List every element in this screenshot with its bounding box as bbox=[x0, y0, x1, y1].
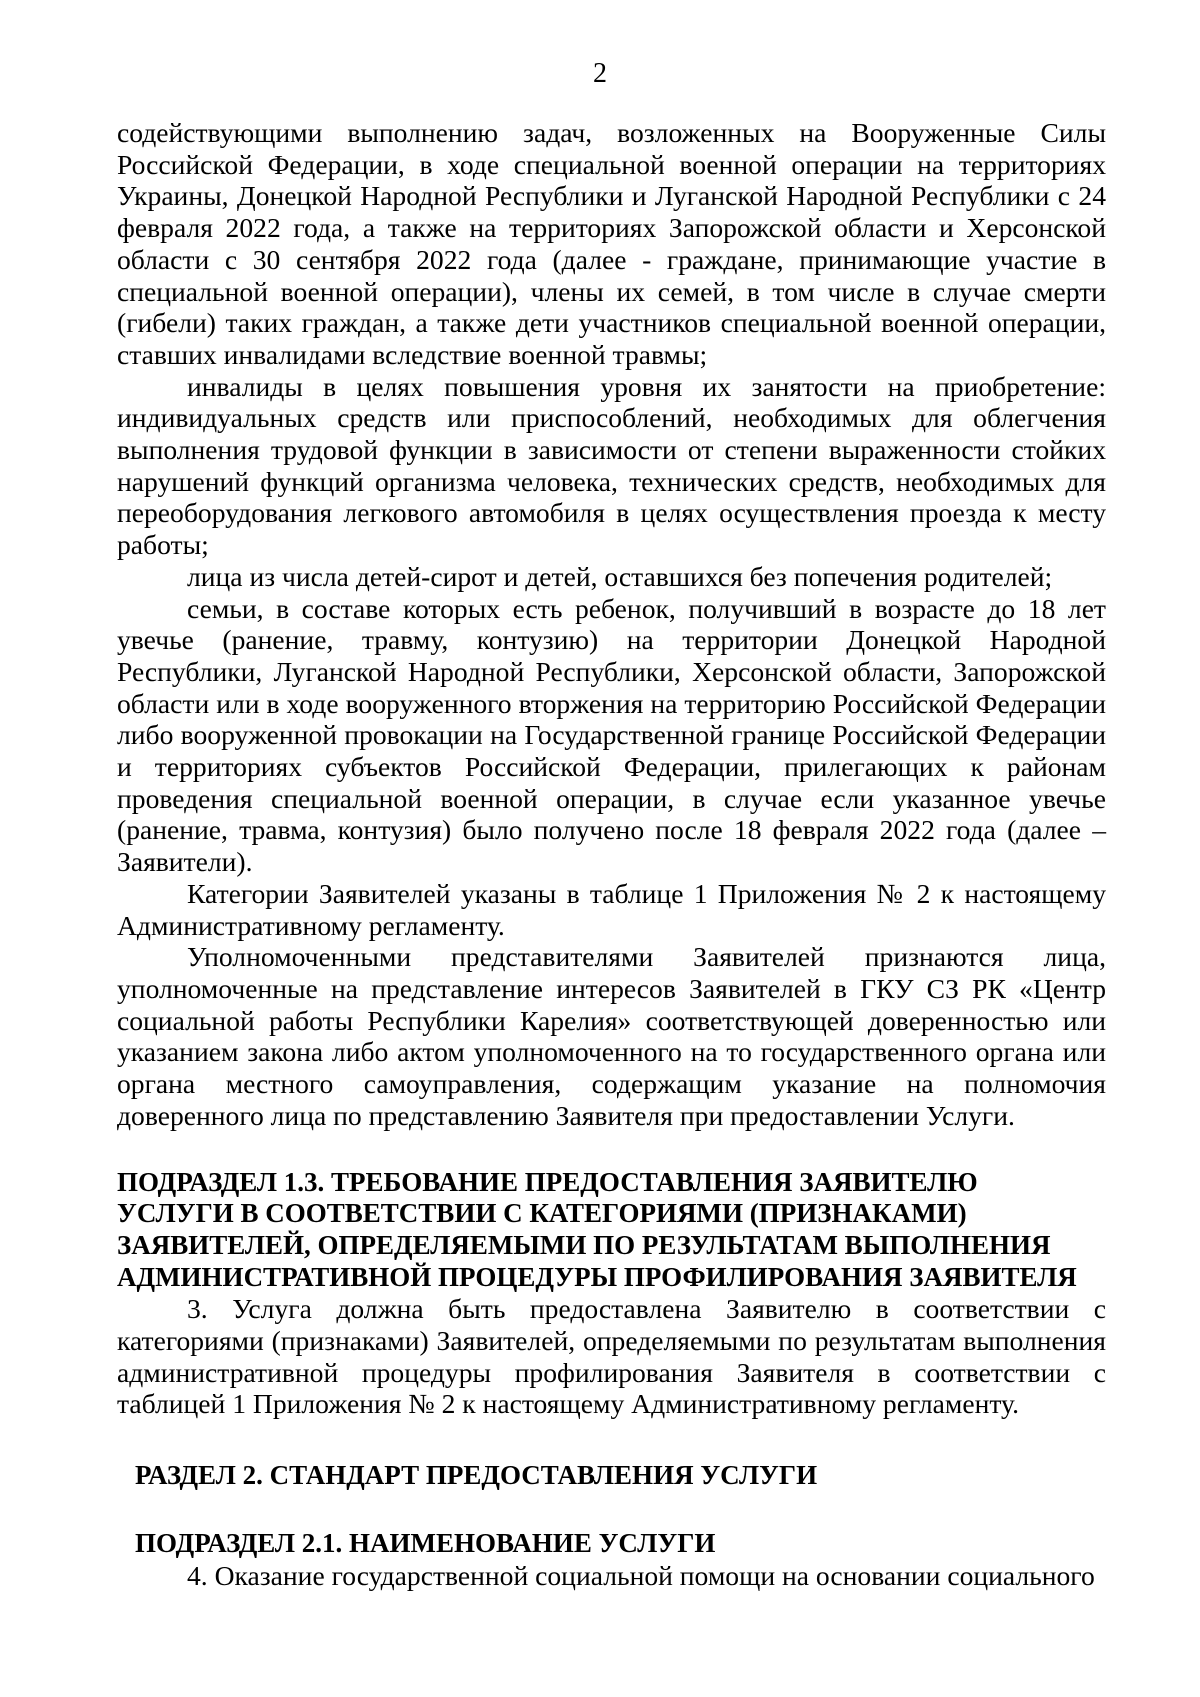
subsection-2-1-text: 4. Оказание государственной социальной помощи на основании социального bbox=[187, 1559, 1095, 1591]
subsection-1-3-text: 3. Услуга должна быть предоставлена Заявителю в соответствии с категориями (признаками) Заявителей, определяемыми по результатам выполнения административной процедуры профилирования Заявителя в соответствии с таблицей 1 Приложения № 2 к настоящему Административному регламенту. bbox=[117, 1293, 1106, 1420]
subsection-1-3-heading-line: УСЛУГИ В СООТВЕТСТВИИ С КАТЕГОРИЯМИ (ПРИЗНАКАМИ) bbox=[117, 1198, 967, 1229]
subsection-1-3-heading-line: АДМИНИСТРАТИВНОЙ ПРОЦЕДУРЫ ПРОФИЛИРОВАНИЯ ЗАЯВИТЕЛЯ bbox=[117, 1261, 1077, 1292]
paragraph-categories: Категории Заявителей указаны в таблице 1 Приложения № 2 к настоящему Административному регламенту. bbox=[117, 877, 1106, 941]
page-number: 2 bbox=[593, 58, 607, 89]
subsection-2-1-heading: ПОДРАЗДЕЛ 2.1. НАИМЕНОВАНИЕ УСЛУГИ bbox=[135, 1527, 716, 1558]
section-2-heading: РАЗДЕЛ 2. СТАНДАРТ ПРЕДОСТАВЛЕНИЯ УСЛУГИ bbox=[135, 1460, 818, 1491]
paragraph-orphans: лица из числа детей-сирот и детей, оставшихся без попечения родителей; bbox=[187, 560, 1053, 592]
paragraph-continuation: содействующими выполнению задач, возложенных на Вооруженные Силы Российской Федерации, в ходе специальной военной операции на территориях Украины, Донецкой Народной Республики и Луганской Народной Республики с 24 февраля 2022 года, а также на территориях Запорожской области и Херсонской области с 30 сентября 2022 года (далее - граждане, принимающие участие в специальной военной операции), члены их семей, в том числе в случае смерти (гибели) таких граждан, а также дети участников специальной военной операции, ставших инвалидами вследствие военной травмы; bbox=[117, 117, 1106, 370]
paragraph-representatives: Уполномоченными представителями Заявителей признаются лица, уполномоченные на представление интересов Заявителей в ГКУ СЗ РК «Центр социальной работы Республики Карелия» соответствующей доверенностью или указанием закона либо актом уполномоченного на то государственного органа или органа местного самоуправления, содержащим указание на полномочия доверенного лица по представлению Заявителя при предоставлении Услуги. bbox=[117, 941, 1106, 1131]
document-body bbox=[117, 117, 1106, 1591]
paragraph-families: семьи, в составе которых есть ребенок, получивший в возрасте до 18 лет увечье (ранение, травму, контузию) на территории Донецкой Народной Республики, Луганской Народной Республики, Херсонской области, Запорожской области или в ходе вооруженного вторжения на территорию Российской Федерации либо вооруженной провокации на Государственной границе Российской Федерации и территориях субъектов Российской Федерации, прилегающих к районам проведения специальной военной операции, в случае если указанное увечье (ранение, травма, контузия) было получено после 18 февраля 2022 года (далее – Заявители). bbox=[117, 592, 1106, 878]
subsection-1-3-heading-line: ЗАЯВИТЕЛЕЙ, ОПРЕДЕЛЯЕМЫМИ ПО РЕЗУЛЬТАТАМ ВЫПОЛНЕНИЯ bbox=[117, 1229, 1051, 1260]
subsection-1-3-heading-line: ПОДРАЗДЕЛ 1.3. ТРЕБОВАНИЕ ПРЕДОСТАВЛЕНИЯ ЗАЯВИТЕЛЮ bbox=[117, 1166, 978, 1197]
subsection-1-3-heading bbox=[117, 1167, 1106, 1294]
paragraph-disabled-persons: инвалиды в целях повышения уровня их занятости на приобретение: индивидуальных средств или приспособлений, необходимых для облегчения выполнения трудовой функции в зависимости от степени выраженности стойких нарушений функций организма человека, технических средств, необходимых для переоборудования легкового автомобиля в целях осуществления проезда к месту работы; bbox=[117, 370, 1106, 561]
